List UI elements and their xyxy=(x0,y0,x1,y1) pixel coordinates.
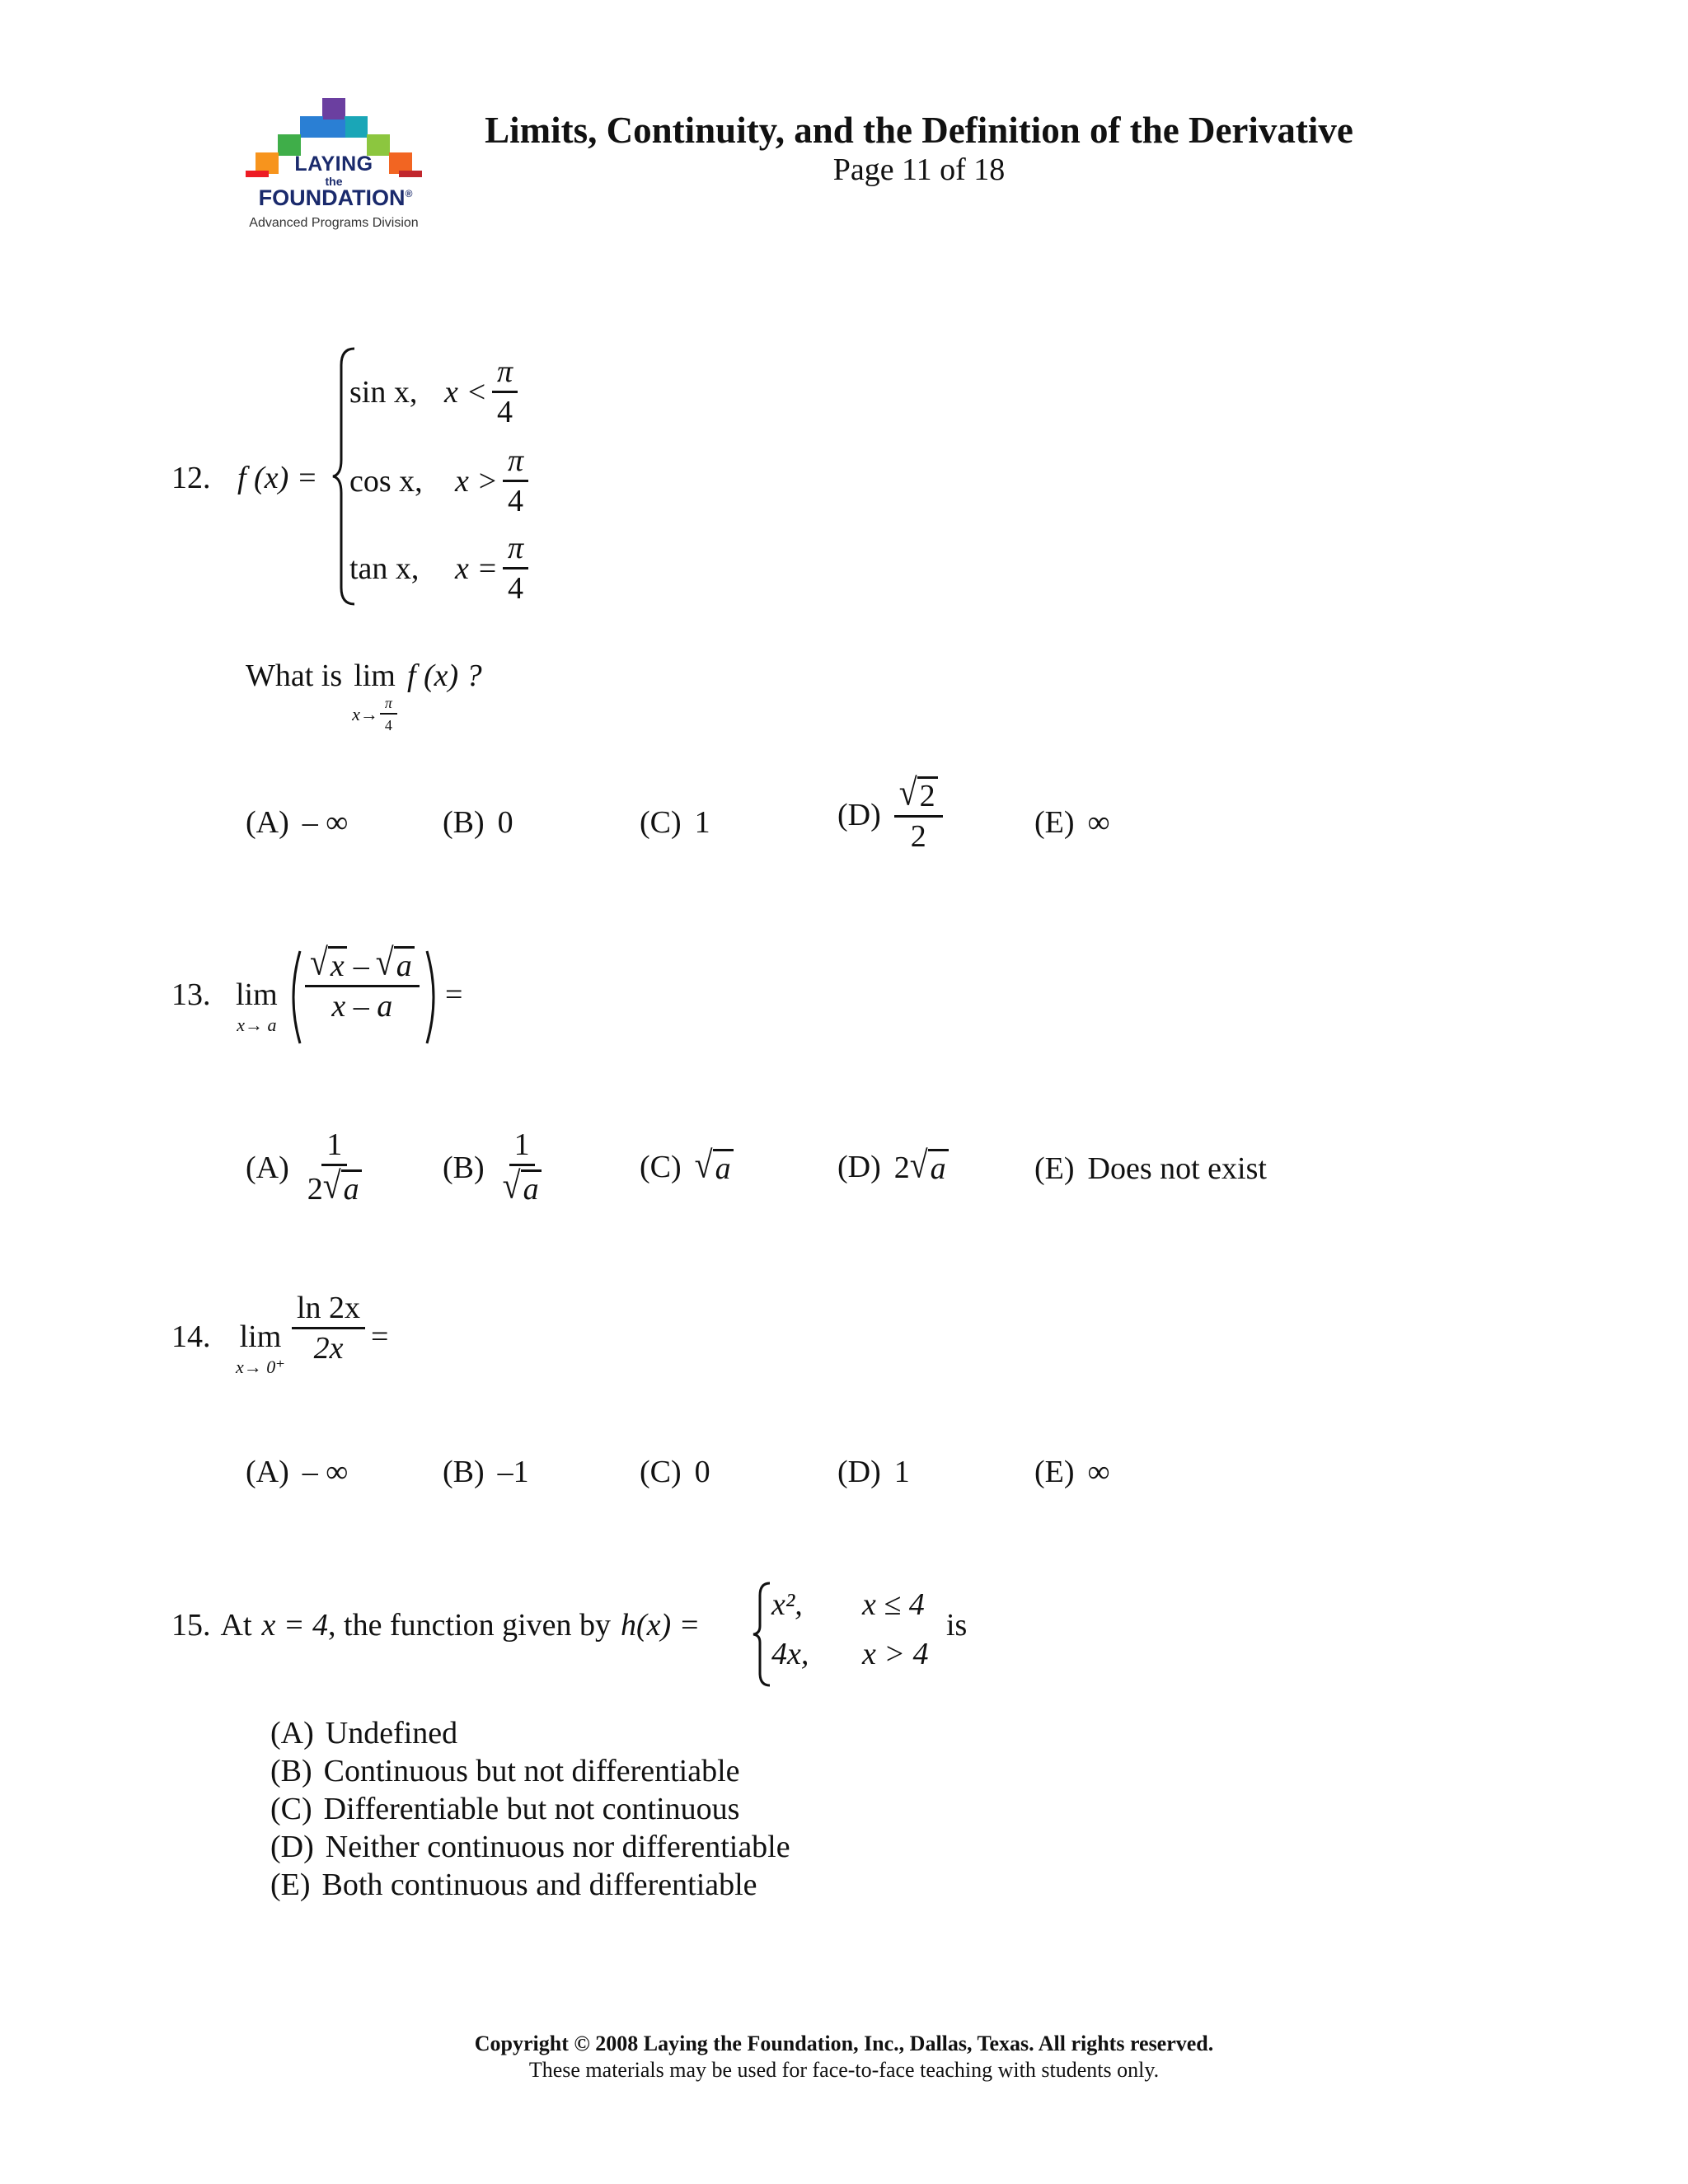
q15-text-post: is xyxy=(946,1608,968,1643)
q12-choice-e[interactable] xyxy=(1034,804,1110,841)
q12-piece-2 xyxy=(349,445,528,518)
q15-options xyxy=(270,1714,790,1904)
q15-option-d-text: Neither continuous nor differentiable xyxy=(325,1830,790,1864)
q14-choice-b-label: (B) xyxy=(443,1455,485,1489)
q13-choice-d-label: (D) xyxy=(837,1150,881,1185)
sqrt-icon: √ xyxy=(909,1143,928,1186)
q13-choice-b-label: (B) xyxy=(443,1150,485,1185)
q12-piece-1-num: π xyxy=(492,356,518,393)
sqrt-icon: √ xyxy=(375,940,394,983)
q12-choice-a[interactable] xyxy=(246,804,348,841)
q15-piece-2-cond: x > 4 xyxy=(862,1637,929,1671)
q13-choice-a-radicand: a xyxy=(341,1169,362,1207)
q12-lim-sub-num: π xyxy=(380,696,397,715)
q13-lim-word: lim xyxy=(236,977,278,1012)
q12-limit xyxy=(352,658,397,733)
sqrt-icon: √ xyxy=(502,1164,521,1207)
q12-choice-d-num xyxy=(894,771,943,818)
q12-piece-2-den: 4 xyxy=(508,483,524,518)
q12-choice-d-den: 2 xyxy=(910,818,926,854)
q13-number: 13. xyxy=(171,977,211,1012)
q14-limit xyxy=(236,1319,285,1378)
q14-number: 14. xyxy=(171,1319,211,1354)
q13-choice-a-num: 1 xyxy=(321,1129,347,1166)
q15-option-c-text: Differentiable but not continuous xyxy=(323,1792,740,1826)
q12-choice-d[interactable] xyxy=(837,771,943,854)
q12-choice-d-sqrt xyxy=(898,771,938,813)
sqrt-icon: √ xyxy=(310,940,328,983)
q14-choice-a[interactable] xyxy=(246,1454,348,1490)
logo-text-laying: LAYING xyxy=(294,152,373,176)
q12-lim-word: lim xyxy=(354,658,396,693)
q12-piece-1-expr: sin x, xyxy=(349,375,418,410)
page-title: Limits, Continuity, and the Definition of the Derivative xyxy=(485,110,1353,151)
q14-choice-c-label: (C) xyxy=(640,1455,682,1489)
q12-choice-d-radicand: 2 xyxy=(917,776,938,813)
q12-choice-e-value: ∞ xyxy=(1087,805,1110,840)
q12-piece-1 xyxy=(349,356,518,429)
q13-fraction-inner xyxy=(305,940,420,1024)
q14-choice-b-value: –1 xyxy=(497,1455,529,1489)
q12-choice-a-value: – ∞ xyxy=(302,805,349,840)
q15-piece-2-expr: 4x, xyxy=(771,1637,809,1671)
q15-x-equals: x = 4 xyxy=(261,1608,329,1643)
q12-piece-3-cond: x = xyxy=(455,551,499,587)
logo xyxy=(239,95,429,239)
q13-choice-e-label: (E) xyxy=(1034,1151,1075,1186)
q13-choice-d-radicand: a xyxy=(928,1149,949,1186)
q13-choice-d-expr xyxy=(893,1143,949,1186)
q14-equals: = xyxy=(371,1319,389,1354)
q13-choice-b-sqrt xyxy=(502,1164,542,1207)
q13-choice-b-den xyxy=(498,1166,546,1207)
q12-piece-3-den: 4 xyxy=(508,570,524,606)
q15-stem xyxy=(171,1607,700,1643)
q13-choice-a-fraction xyxy=(302,1129,367,1207)
q14-choice-b[interactable] xyxy=(443,1454,529,1490)
q12-question-post: f (x) ? xyxy=(406,658,482,693)
q12-choice-b-value: 0 xyxy=(497,805,513,840)
logo-text-foundation xyxy=(257,185,414,211)
q12-piece-1-den: 4 xyxy=(497,394,513,429)
q12-piece-2-cond: x > xyxy=(455,464,499,499)
q13-choice-b-fraction xyxy=(498,1129,546,1207)
sqrt-icon: √ xyxy=(898,771,917,813)
q13-choice-a-coef: 2 xyxy=(307,1171,323,1207)
q15-piece-1-cond: x ≤ 4 xyxy=(862,1587,925,1622)
q12-piece-3-expr: tan x, xyxy=(349,551,420,587)
logo-text-the: the xyxy=(325,175,343,188)
q13-choice-c-label: (C) xyxy=(640,1150,682,1185)
q12-choice-b-label: (B) xyxy=(443,805,485,840)
q14-choice-e-value: ∞ xyxy=(1087,1455,1110,1489)
q15-option-e-label: (E) xyxy=(270,1868,311,1902)
q12-question xyxy=(246,658,482,733)
q12-lim-sub-arrow: x→ xyxy=(352,703,378,724)
logo-registered-mark: ® xyxy=(405,188,413,199)
q13-choice-a-label: (A) xyxy=(246,1150,289,1185)
q12-piece-3-num: π xyxy=(503,532,528,569)
q13-choice-a-sqrt xyxy=(322,1164,362,1207)
q15-option-a[interactable] xyxy=(270,1714,790,1752)
q13-limit xyxy=(236,977,278,1036)
q13-choice-d-coef: 2 xyxy=(893,1150,910,1185)
q15-number: 15. xyxy=(171,1608,211,1643)
q13-choice-d-sqrt xyxy=(909,1143,949,1186)
q14-choice-c-value: 0 xyxy=(694,1455,710,1489)
q13-sqrt-x xyxy=(310,940,347,983)
q14-denominator: 2x xyxy=(313,1330,344,1366)
q12-number: 12. xyxy=(171,461,211,495)
q13-choice-b-radicand: a xyxy=(521,1169,542,1207)
q12-choice-c-label: (C) xyxy=(640,805,682,840)
q12-question-pre: What is xyxy=(246,658,343,693)
q13-num-minus: – xyxy=(353,949,369,983)
q15-option-c[interactable] xyxy=(270,1790,790,1828)
q13-equals: = xyxy=(445,977,463,1012)
q12-choice-d-fraction xyxy=(894,771,943,854)
q15-option-b-text: Continuous but not differentiable xyxy=(323,1754,740,1788)
q15-option-a-text: Undefined xyxy=(325,1716,458,1750)
q12-choice-c[interactable] xyxy=(640,804,710,841)
q13-choice-a[interactable] xyxy=(246,1129,367,1207)
q15-option-d-label: (D) xyxy=(270,1830,314,1864)
q14-choice-d[interactable] xyxy=(837,1454,910,1490)
q14-choice-e-label: (E) xyxy=(1034,1455,1075,1489)
footer-note: These materials may be used for face-to-face teaching with students only. xyxy=(528,2058,1160,2082)
q14-choice-a-label: (A) xyxy=(246,1455,289,1489)
q12-piece-1-fraction xyxy=(492,356,518,429)
q13-num-right: a xyxy=(394,946,415,983)
q14-fraction xyxy=(292,1292,365,1366)
q12-piece-2-expr: cos x, xyxy=(349,464,423,499)
q13-right-paren xyxy=(424,948,443,1047)
q14-fraction-inner xyxy=(292,1292,365,1366)
q13-choice-b[interactable] xyxy=(443,1129,546,1207)
q13-choice-b-num: 1 xyxy=(509,1129,535,1166)
q12-choice-c-value: 1 xyxy=(694,805,710,840)
q12-choice-d-label: (D) xyxy=(837,797,881,832)
q13-choice-e[interactable] xyxy=(1034,1151,1267,1187)
logo-text-division: Advanced Programs Division xyxy=(249,216,419,230)
q13-sqrt-a xyxy=(375,940,415,983)
q15-text-mid: , the function given by xyxy=(328,1608,611,1643)
q14-numerator: ln 2x xyxy=(292,1292,365,1329)
q14-choice-a-value: – ∞ xyxy=(302,1455,349,1489)
q15-option-a-label: (A) xyxy=(270,1716,314,1750)
q12-choice-a-label: (A) xyxy=(246,805,289,840)
q13-denominator: x – a xyxy=(331,988,393,1024)
page-number: Page 11 of 18 xyxy=(832,152,1006,187)
q14-choice-e[interactable] xyxy=(1034,1454,1110,1490)
footer-copyright: Copyright © 2008 Laying the Foundation, Inc., Dallas, Texas. All rights reserved. xyxy=(474,2032,1214,2055)
q12-piece-3-fraction xyxy=(503,532,528,606)
q12-piece-3 xyxy=(349,532,528,606)
q13-left-paren xyxy=(284,948,303,1047)
q15-option-e[interactable] xyxy=(270,1866,790,1904)
q13-choice-e-value: Does not exist xyxy=(1087,1151,1267,1186)
q14-lim-word: lim xyxy=(239,1319,282,1354)
q13-num-left: x xyxy=(328,946,347,983)
q15-piece-2 xyxy=(771,1636,929,1672)
q14-choice-d-value: 1 xyxy=(893,1455,910,1489)
q14-lim-subscript: x→ 0⁺ xyxy=(236,1357,285,1377)
q15-function-name: h(x) = xyxy=(621,1608,701,1643)
sqrt-icon: √ xyxy=(322,1164,341,1207)
q13-choice-d[interactable] xyxy=(837,1143,949,1186)
q12-piece-2-fraction xyxy=(503,445,528,518)
q12-function-name: f (x) = xyxy=(237,461,318,495)
q15-option-c-label: (C) xyxy=(270,1792,312,1826)
q13-numerator xyxy=(305,940,420,987)
q15-option-d[interactable] xyxy=(270,1828,790,1866)
q13-choice-c-sqrt xyxy=(694,1143,734,1186)
q12-piece-2-num: π xyxy=(503,445,528,482)
q12-lim-sub-den: 4 xyxy=(384,716,392,733)
q13-lim-subscript: x→ a xyxy=(237,1015,277,1035)
q12-piece-1-cond: x < xyxy=(444,375,488,410)
q13-choice-c-radicand: a xyxy=(713,1149,734,1186)
q12-lim-subscript xyxy=(352,696,397,733)
q12-choice-b[interactable] xyxy=(443,804,513,841)
q13-choice-c[interactable] xyxy=(640,1143,734,1186)
q15-piece-1 xyxy=(771,1586,925,1623)
q15-option-b[interactable] xyxy=(270,1752,790,1790)
q12-lim-sub-fraction xyxy=(380,696,397,733)
sqrt-icon: √ xyxy=(694,1143,713,1186)
q15-option-e-text: Both continuous and differentiable xyxy=(321,1868,757,1902)
q15-option-b-label: (B) xyxy=(270,1754,312,1788)
q15-text-pre: At xyxy=(220,1608,252,1643)
q14-choice-c[interactable] xyxy=(640,1454,710,1490)
q13-fraction xyxy=(305,940,420,1024)
q14-choice-d-label: (D) xyxy=(837,1455,881,1489)
logo-foundation-word: FOUNDATION xyxy=(258,185,406,210)
q12-choice-e-label: (E) xyxy=(1034,805,1075,840)
q15-piece-1-expr: x², xyxy=(771,1587,803,1622)
q13-choice-a-den xyxy=(302,1166,367,1207)
